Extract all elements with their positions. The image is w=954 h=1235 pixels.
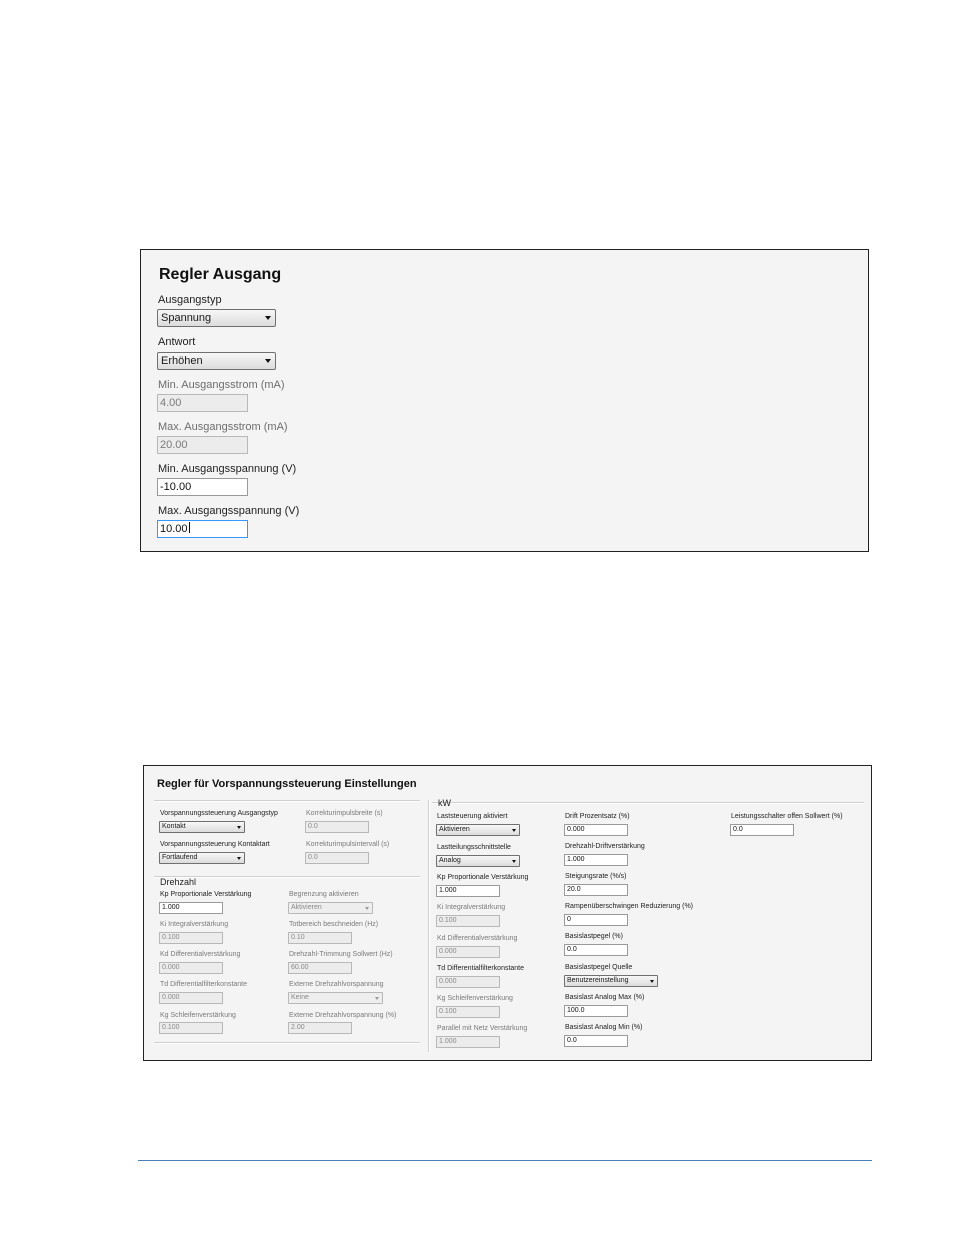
laststeuerung-dropdown[interactable]	[436, 824, 520, 836]
text-caret	[189, 522, 190, 533]
vorsp-kontaktart-dropdown[interactable]	[159, 852, 245, 864]
panel-title: Regler für Vorspannungssteuerung Einstellungen	[157, 778, 417, 790]
analog-max-label: Basislast Analog Max (%)	[565, 994, 645, 1001]
chevron-down-icon	[512, 860, 516, 863]
panel-title: Regler Ausgang	[159, 266, 282, 283]
parallel-netz-label: Parallel mit Netz Verstärkung	[437, 1025, 528, 1032]
drift-prozentsatz-label: Drift Prozentsatz (%)	[565, 813, 630, 820]
basislastpegel-quelle-label: Basislastpegel Quelle	[565, 964, 633, 971]
ext-drehzahlvorspannung-value: Keine	[291, 994, 309, 1001]
footer-rule	[138, 1160, 872, 1161]
min-ausgangsspannung-label: Min. Ausgangsspannung (V)	[158, 463, 297, 475]
laststeuerung-value: Aktivieren	[439, 826, 470, 833]
antwort-dropdown[interactable]	[157, 352, 276, 370]
kw-kp-field[interactable]: 1.000	[436, 885, 500, 897]
ext-drehzahlvorspannung-pct-label: Externe Drehzahlvorspannung (%)	[289, 1012, 397, 1019]
max-ausgangsspannung-field[interactable]	[157, 520, 248, 538]
kw-kd-field: 0.000	[436, 946, 500, 958]
korrekturimpulsintervall-field: 0.0	[305, 852, 369, 864]
leistungsschalter-label: Leistungsschalter offen Sollwert (%)	[731, 813, 843, 820]
chevron-down-icon	[265, 316, 271, 320]
max-ausgangsstrom-field: 20.00	[157, 436, 248, 454]
drehzahl-kd-label: Kd Differentialverstärkung	[160, 951, 241, 958]
lastteilungsschnittstelle-dropdown[interactable]	[436, 855, 520, 867]
chevron-down-icon	[265, 359, 271, 363]
divider	[154, 800, 420, 802]
begrenzung-dropdown	[288, 902, 373, 914]
parallel-netz-field: 1.000	[436, 1036, 500, 1048]
drehzahl-kg-label: Kg Schleifenverstärkung	[160, 1012, 236, 1019]
vorsp-ausgangstyp-dropdown[interactable]	[159, 821, 245, 833]
ausgangstyp-dropdown[interactable]	[157, 309, 276, 327]
chevron-down-icon	[237, 857, 241, 860]
basislastpegel-quelle-dropdown[interactable]	[564, 975, 658, 987]
max-ausgangsstrom-label: Max. Ausgangsstrom (mA)	[158, 421, 288, 433]
basislastpegel-field[interactable]: 0.0	[564, 944, 628, 956]
totbereich-field: 0.10	[288, 932, 352, 944]
ext-drehzahlvorspannung-dropdown	[288, 992, 383, 1004]
min-ausgangsstrom-field: 4.00	[157, 394, 248, 412]
chevron-down-icon	[375, 997, 379, 1000]
kw-kp-label: Kp Proportionale Verstärkung	[437, 874, 529, 881]
regler-ausgang-panel	[140, 249, 869, 552]
drift-prozentsatz-field[interactable]: 0.000	[564, 824, 628, 836]
korrekturimpulsbreite-field: 0.0	[305, 821, 369, 833]
drehzahl-ki-label: Ki Integralverstärkung	[160, 921, 229, 928]
steigungsrate-field[interactable]: 20.0	[564, 884, 628, 896]
vorsp-kontaktart-value: Fortlaufend	[162, 854, 198, 861]
vorsp-ausgangstyp-value: Kontakt	[162, 823, 186, 830]
ext-drehzahlvorspannung-label: Externe Drehzahlvorspannung	[289, 981, 384, 988]
drift-verstaerkung-label: Drehzahl-Driftverstärkung	[565, 843, 645, 850]
analog-min-field[interactable]: 0.0	[564, 1035, 628, 1047]
chevron-down-icon	[365, 907, 369, 910]
begrenzung-value: Aktivieren	[291, 904, 322, 911]
drehzahl-kg-field: 0.100	[159, 1022, 223, 1034]
laststeuerung-label: Laststeuerung aktiviert	[437, 813, 508, 820]
vorsp-kontaktart-label: Vorspannungssteuerung Kontaktart	[160, 841, 270, 848]
ext-drehzahlvorspannung-pct-field: 2.00	[288, 1022, 352, 1034]
rampen-field[interactable]: 0	[564, 914, 628, 926]
chevron-down-icon	[650, 980, 654, 983]
ausgangstyp-label: Ausgangstyp	[158, 294, 222, 306]
kw-td-field: 0.000	[436, 976, 500, 988]
vorspannungssteuerung-panel	[143, 765, 872, 1061]
drehzahl-kp-label: Kp Proportionale Verstärkung	[160, 891, 252, 898]
vorsp-ausgangstyp-label: Vorspannungssteuerung Ausgangstyp	[160, 810, 278, 817]
kw-kg-label: Kg Schleifenverstärkung	[437, 995, 513, 1002]
kw-td-label: Td Differentialfilterkonstante	[437, 965, 525, 972]
antwort-value: Erhöhen	[161, 355, 203, 367]
korrekturimpulsintervall-label: Korrekturimpulsintervall (s)	[306, 841, 390, 848]
min-ausgangsstrom-label: Min. Ausgangsstrom (mA)	[158, 379, 285, 391]
chevron-down-icon	[237, 826, 241, 829]
drehzahl-trimmung-field: 60.00	[288, 962, 352, 974]
drehzahl-td-field: 0.000	[159, 992, 223, 1004]
divider	[428, 800, 430, 1052]
drehzahl-td-label: Td Differentialfilterkonstante	[160, 981, 248, 988]
divider	[154, 1042, 420, 1044]
chevron-down-icon	[512, 829, 516, 832]
kw-kd-label: Kd Differentialverstärkung	[437, 935, 518, 942]
max-ausgangsspannung-label: Max. Ausgangsspannung (V)	[158, 505, 300, 517]
basislastpegel-quelle-value: Benutzereinstellung	[567, 977, 629, 984]
begrenzung-label: Begrenzung aktivieren	[289, 891, 359, 898]
antwort-label: Antwort	[158, 336, 196, 348]
ausgangstyp-value: Spannung	[161, 312, 212, 324]
drehzahl-trimmung-label: Drehzahl-Trimmung Sollwert (Hz)	[289, 951, 393, 958]
drift-verstaerkung-field[interactable]: 1.000	[564, 854, 628, 866]
drehzahl-kd-field: 0.000	[159, 962, 223, 974]
rampen-label: Rampenüberschwingen Reduzierung (%)	[565, 903, 694, 910]
totbereich-label: Totbereich beschneiden (Hz)	[289, 921, 379, 928]
kw-kg-field: 0.100	[436, 1006, 500, 1018]
leistungsschalter-field[interactable]: 0.0	[730, 824, 794, 836]
lastteilungsschnittstelle-value: Analog	[439, 857, 461, 864]
basislastpegel-label: Basislastpegel (%)	[565, 933, 623, 940]
drehzahl-group-label: Drehzahl	[160, 877, 197, 887]
lastteilungsschnittstelle-label: Lastteilungsschnittstelle	[437, 844, 511, 851]
kw-ki-label: Ki Integralverstärkung	[437, 904, 506, 911]
kw-group-label: kW	[438, 798, 451, 808]
kw-ki-field: 0.100	[436, 915, 500, 927]
analog-max-field[interactable]: 100.0	[564, 1005, 628, 1017]
drehzahl-ki-field: 0.100	[159, 932, 223, 944]
divider	[432, 802, 864, 804]
korrekturimpulsbreite-label: Korrekturimpulsbreite (s)	[306, 810, 383, 817]
drehzahl-kp-field[interactable]: 1.000	[159, 902, 223, 914]
min-ausgangsspannung-field[interactable]: -10.00	[157, 478, 248, 496]
analog-min-label: Basislast Analog Min (%)	[565, 1024, 643, 1031]
max-ausgangsspannung-value: 10.00	[160, 523, 188, 535]
steigungsrate-label: Steigungsrate (%/s)	[565, 873, 627, 880]
